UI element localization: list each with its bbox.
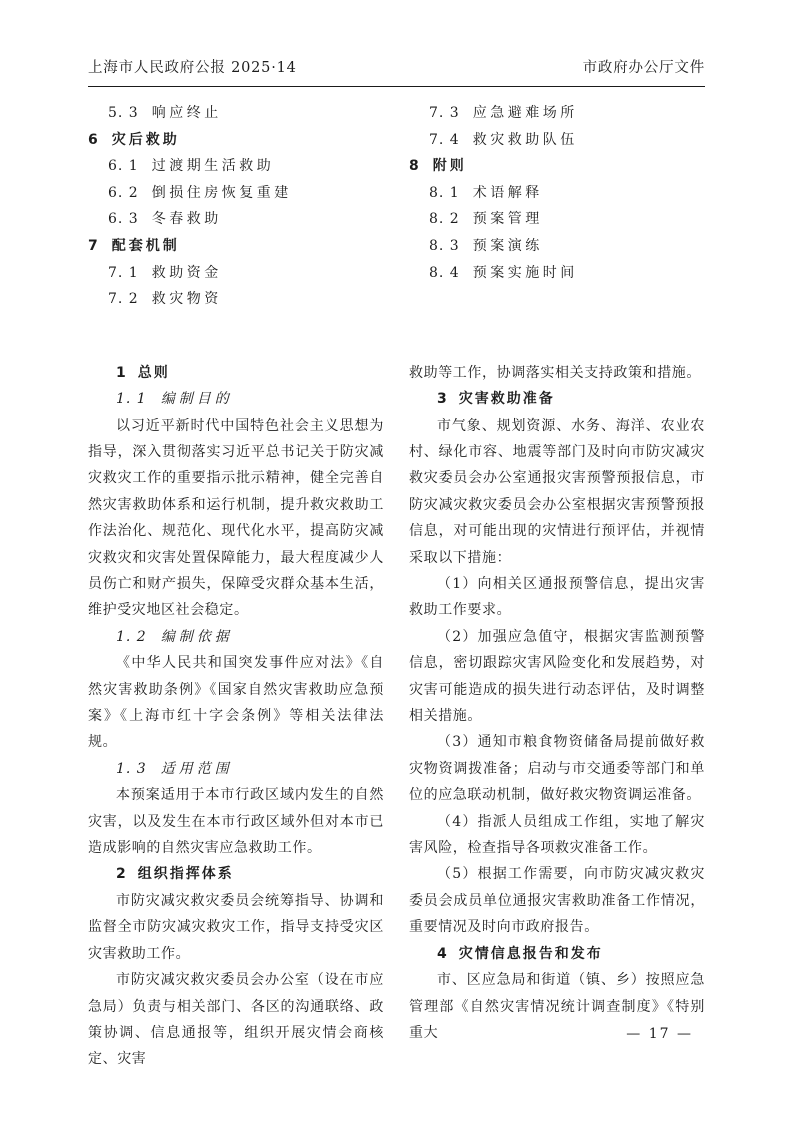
- toc-item: [88, 233, 384, 260]
- toc-item-number: 8. 2: [429, 211, 460, 228]
- toc-item-label: 冬春救助: [151, 211, 222, 228]
- page-number: — 17 —: [626, 1026, 693, 1042]
- toc-item: [88, 286, 384, 313]
- document-body: [88, 360, 705, 1073]
- heading-number: 2: [116, 866, 126, 883]
- toc-item: [409, 100, 705, 127]
- body-paragraph: 市气象、规划资源、水务、海洋、农业农村、绿化市容、地震等部门及时向市防灾减灾救灾委员会办公室通报灾害预警预报信息，市防灾减灾救灾委员会办公室根据灾害预警预报信息，对可能出现的灾情进行预评估，并视情采取以下措施：: [409, 417, 705, 566]
- toc-item-label: 救助资金: [151, 264, 222, 281]
- heading-title: 灾情信息报告和发布: [458, 945, 603, 962]
- toc-item: [88, 180, 384, 207]
- body-paragraph: 市防灾减灾救灾委员会办公室（设在市应急局）负责与相关部门、各区的沟通联络、政策协调、信息通报等，组织开展灾情会商核定、灾害: [88, 972, 384, 1068]
- toc-left-column: [88, 100, 384, 313]
- heading-title: 编制依据: [160, 628, 233, 645]
- toc-item: [88, 127, 384, 154]
- section-heading: [88, 624, 384, 650]
- page-footer: [626, 1026, 693, 1042]
- heading-title: 编制目的: [160, 391, 233, 408]
- heading-number: 3: [437, 391, 447, 408]
- header-document-category: 市政府办公厅文件: [582, 60, 705, 76]
- toc-item-number: 7. 2: [108, 291, 139, 308]
- toc-item-label: 附则: [432, 158, 467, 175]
- section-heading: [88, 756, 384, 782]
- heading-number: 1. 1: [116, 391, 147, 408]
- section-heading: [88, 386, 384, 412]
- toc-item-label: 术语解释: [472, 184, 543, 201]
- body-paragraph: （3）通知市粮食物资储备局提前做好救灾物资调拨准备；启动与市交通委等部门和单位的应急联动机制，做好救灾物资调运准备。: [409, 734, 705, 804]
- toc-item-number: 7. 1: [108, 264, 139, 281]
- body-paragraph: （2）加强应急值守，根据灾害监测预警信息，密切跟踪灾害风险变化和发展趋势，对灾害可能造成的损失进行动态评估，及时调整相关措施。: [409, 628, 705, 725]
- toc-item-number: 8. 3: [429, 237, 460, 254]
- toc-right-column: [409, 100, 705, 313]
- heading-number: 1. 3: [116, 760, 147, 777]
- section-heading: [88, 861, 384, 887]
- toc-item: [88, 206, 384, 233]
- toc-item-number: 8. 4: [429, 264, 460, 281]
- header-publication-title: 上海市人民政府公报 2025·14: [88, 60, 297, 76]
- toc-item-number: 6. 1: [108, 158, 139, 175]
- heading-number: 4: [437, 945, 447, 962]
- toc-item-label: 救灾救助队伍: [472, 131, 578, 148]
- toc-item-number: 7: [88, 237, 99, 254]
- toc-item-number: 6. 3: [108, 211, 139, 228]
- body-paragraph-continuation: 救助等工作，协调落实相关支持政策和措施。: [409, 364, 701, 381]
- heading-title: 组织指挥体系: [137, 866, 234, 883]
- toc-item-label: 预案实施时间: [472, 264, 578, 281]
- toc-item-number: 8: [409, 158, 420, 175]
- toc-item-number: 7. 4: [429, 131, 460, 148]
- header-rule: [88, 86, 705, 87]
- toc-item-number: 6. 2: [108, 184, 139, 201]
- toc-item-label: 救灾物资: [151, 291, 222, 308]
- body-right-column: [409, 360, 705, 1073]
- toc-item-label: 配套机制: [111, 237, 180, 254]
- toc-item-label: 响应终止: [151, 105, 222, 121]
- toc-item: [88, 153, 384, 180]
- page-header: [88, 0, 705, 77]
- heading-title: 灾害救助准备: [458, 391, 555, 408]
- table-of-contents: [88, 100, 705, 313]
- body-paragraph: 市防灾减灾救灾委员会统筹指导、协调和监督全市防灾减灾救灾工作，指导支持受灾区灾害救助工作。: [88, 892, 384, 962]
- body-paragraph: （1）向相关区通报预警信息，提出灾害救助工作要求。: [409, 576, 705, 619]
- body-paragraph: 本预案适用于本市行政区域内发生的自然灾害，以及发生在本市行政区域外但对本市已造成影响的自然灾害应急救助工作。: [88, 787, 384, 857]
- toc-item: [88, 260, 384, 287]
- toc-item-label: 灾后救助: [111, 131, 180, 148]
- body-paragraph: 市、区应急局和街道（镇、乡）按照应急管理部《自然灾害情况统计调查制度》《特别重大: [409, 972, 705, 1041]
- toc-item: [409, 260, 705, 287]
- toc-item: [409, 153, 705, 180]
- toc-item: [409, 206, 705, 233]
- body-paragraph: 以习近平新时代中国特色社会主义思想为指导，深入贯彻落实习近平总书记关于防灾减灾救灾工作的重要指示批示精神，健全完善自然灾害救助体系和运行机制，提升救灾救助工作法治化、规范化、现代化水平，提高防灾减灾救灾和灾害处置保障能力，最大程度减少人员伤亡和财产损失，保障受灾群众基本生活，维护受灾地区社会稳定。: [88, 417, 384, 619]
- body-paragraph: （4）指派人员组成工作组，实地了解灾害风险，检查指导各项救灾准备工作。: [409, 813, 705, 857]
- toc-item: [88, 100, 384, 127]
- toc-item-label: 倒损住房恢复重建: [151, 184, 292, 201]
- section-heading: [88, 360, 384, 386]
- toc-item-number: 8. 1: [429, 184, 460, 201]
- toc-item-label: 过渡期生活救助: [151, 158, 275, 175]
- heading-title: 适用范围: [160, 760, 233, 777]
- toc-item-label: 预案演练: [472, 237, 543, 254]
- toc-item-label: 预案管理: [472, 211, 543, 228]
- toc-item-number: 7. 3: [429, 105, 460, 121]
- heading-title: 总则: [137, 364, 170, 381]
- body-paragraph: （5）根据工作需要，向市防灾减灾救灾委员会成员单位通报灾害救助准备工作情况，重要情况及时向市政府报告。: [409, 866, 705, 936]
- toc-item-label: 应急避难场所: [472, 105, 578, 121]
- section-heading: [409, 941, 705, 967]
- heading-number: 1. 2: [116, 628, 147, 645]
- toc-item-number: 5. 3: [108, 105, 139, 121]
- toc-item: [409, 127, 705, 154]
- toc-item: [409, 180, 705, 207]
- heading-number: 1: [116, 364, 126, 381]
- toc-item: [409, 233, 705, 260]
- toc-item-number: 6: [88, 131, 99, 148]
- body-left-column: [88, 360, 384, 1073]
- body-paragraph: 《中华人民共和国突发事件应对法》《自然灾害救助条例》《国家自然灾害救助应急预案》《上海市红十字会条例》等相关法律法规。: [88, 655, 384, 751]
- section-heading: [409, 386, 705, 412]
